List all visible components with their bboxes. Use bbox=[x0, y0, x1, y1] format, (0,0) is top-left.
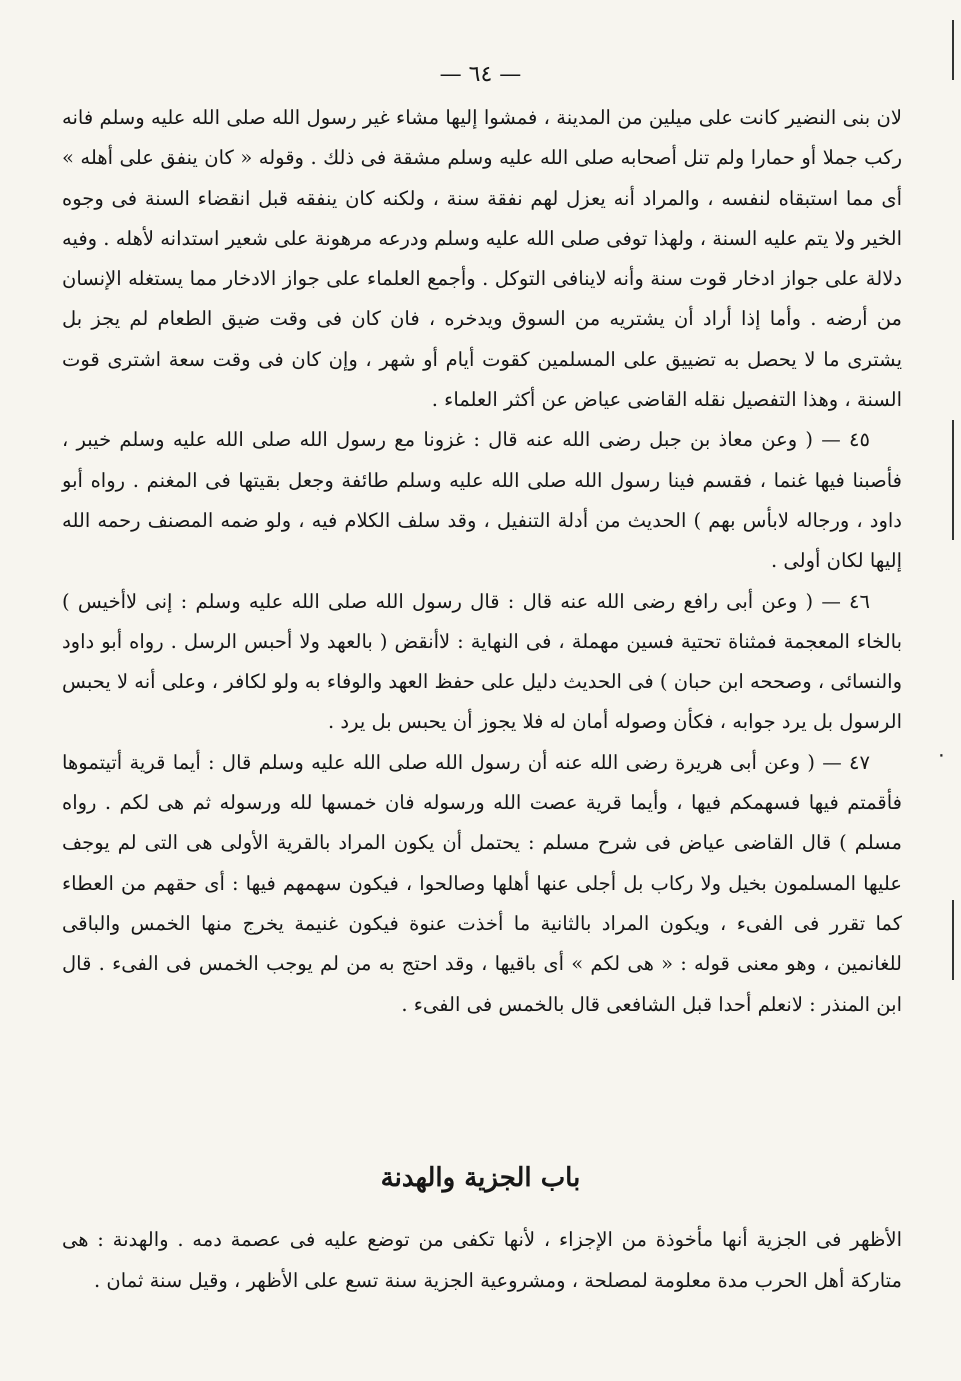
hadith-45: ٤٥ — ( وعن معاذ بن جبل رضى الله عنه قال : غزونا مع رسول الله صلى الله عليه وسلم خيبر ، فأصبنا فيها غنما ، فقسم فينا رسول الله صلى الله عليه وسلم طائفة وجعل بقيتها فى المغنم . رواه أبو داود ، ورجاله لابأس بهم ) الحديث من أدلة التنفيل ، وقد سلف الكلام فيه ، ولو ضمه المصنف رحمه الله إليها لكان أولى . bbox=[62, 428, 902, 573]
hadith-47: ٤٧ — ( وعن أبى هريرة رضى الله عنه أن رسول الله صلى الله عليه وسلم قال : أيما قرية أتيتموها فأقمتم فيها فسهمكم فيها ، وأيما قرية عصت الله ورسوله فان خمسها لله ورسوله ثم هى لكم . رواه مسلم ) قال القاضى عياض فى شرح مسلم : يحتمل أن يكون المراد بالقرية الأولى هى التى لم يوجف عليها المسلمون بخيل ولا ركاب بل أجلى عنها أهلها وصالحوا ، فيكون سهمهم فيها : أى حقهم من العطاء كما تقرر فى الفىء ، ويكون المراد بالثانية ما أخذت عنوة فيكون غنيمة يخرج منها الخمس والباقى للغانمين ، وهو معنى قوله : « هى لكم » أى باقيها ، وقد احتج به من لم يوجب الخمس فى الفىء . قال ابن المنذر : لانعلم أحدا قبل الشافعى قال بالخمس فى الفىء . bbox=[62, 750, 902, 1016]
section-paragraph: الأظهر فى الجزية أنها مأخوذة من الإجزاء ، لأنها تكفى من توضع عليه فى عصمة دمه . والهدنة : هى متاركة أهل الحرب مدة معلومة لمصلحة ، ومشروعية الجزية سنة تسع على الأظهر ، وقيل سنة ثمان . bbox=[62, 1228, 902, 1292]
page-number: — ٦٤ — bbox=[439, 62, 522, 87]
section-heading: باب الجزية والهدنة bbox=[380, 1163, 581, 1193]
section-text bbox=[62, 1220, 902, 1301]
margin-mark: ٠ bbox=[936, 742, 947, 766]
edge-line bbox=[952, 900, 954, 980]
main-text bbox=[62, 98, 902, 1025]
edge-line bbox=[952, 420, 954, 540]
edge-line bbox=[952, 20, 954, 80]
paragraph-commentary: لان بنى النضير كانت على ميلين من المدينة ، فمشوا إليها مشاء غير رسول الله صلى الله عليه وسلم فانه ركب جملا أو حمارا ولم تنل أصحابه صلى الله عليه وسلم مشقة فى ذلك . وقوله « كان ينفق على أهله » أى مما استبقاه لنفسه ، والمراد أنه يعزل لهم نفقة سنة ، ولكنه كان ينفقه قبل انقضاء السنة فى وجوه الخير ولا يتم عليه السنة ، ولهذا توفى صلى الله عليه وسلم ودرعه مرهونة على شعير استدانه لأهله . وفيه دلالة على جواز ادخار قوت سنة وأنه لاينافى التوكل . وأجمع العلماء على جواز الادخار مما يستغله الإنسان من أرضه . وأما إذا أراد أن يشتريه من السوق ويدخره ، فان كان فى وقت ضيق الطعام لم يجز بل يشترى ما لا يحصل به تضييق على المسلمين كقوت أيام أو شهر ، وإن كان فى وقت سعة اشترى قوت السنة ، وهذا التفصيل نقله القاضى عياض عن أكثر العلماء . bbox=[62, 106, 902, 412]
hadith-46: ٤٦ — ( وعن أبى رافع رضى الله عنه قال : قال رسول الله صلى الله عليه وسلم : إنى لاأخيس ) بالخاء المعجمة فمثناة تحتية فسين مهملة ، فى النهاية : لاأنقض ( بالعهد ولا أحبس الرسل . رواه أبو داود والنسائى ، وصححه ابن حبان ) فى الحديث دليل على حفظ العهد والوفاء به ولو لكافر ، وعلى أنه لا يحبس الرسول بل يرد جوابه ، فكأن وصوله أمان له فلا يجوز أن يحبس بل يرد . bbox=[62, 589, 902, 734]
